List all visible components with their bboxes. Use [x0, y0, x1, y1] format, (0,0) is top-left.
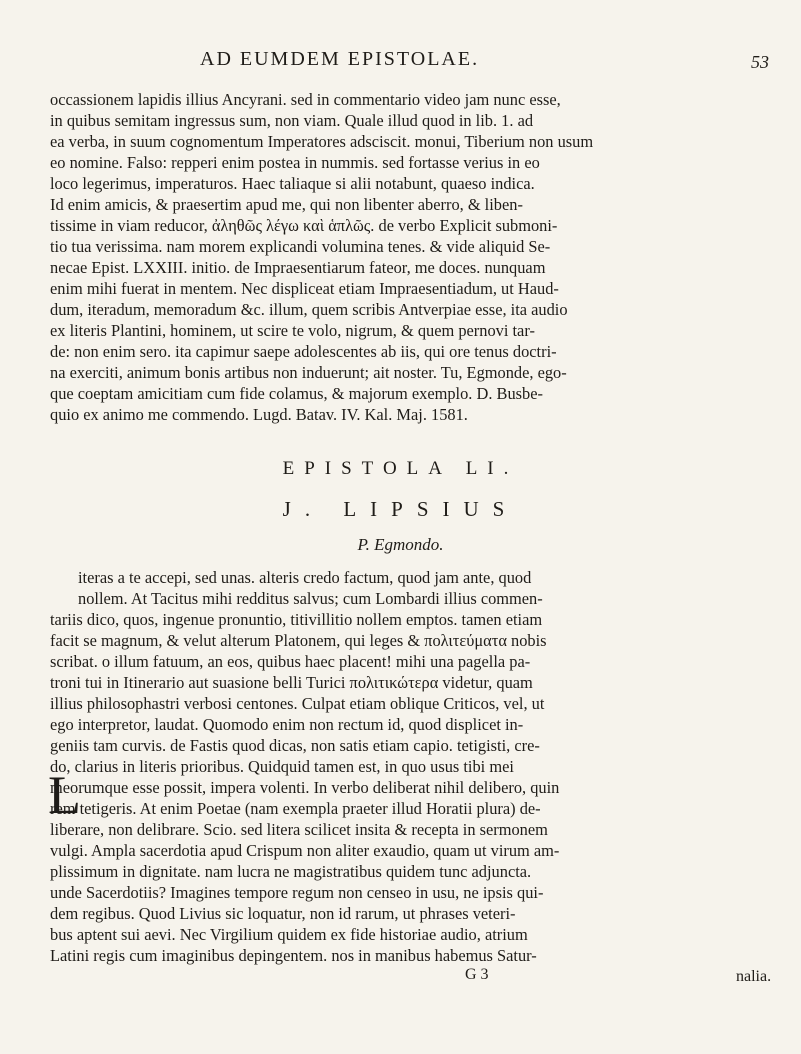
drop-initial: L: [48, 765, 81, 825]
text-line: tariis dico, quos, ingenue pronuntio, titivillitio nollem emptos. tamen etiam: [50, 610, 543, 629]
text-line: eo nomine. Falso: repperi enim postea in nummis. sed fortasse verius in eo: [50, 153, 540, 172]
text-line: tio tua verissima. nam morem explicandi volumina tenes. & vide aliquid Se-: [50, 237, 551, 256]
letter-recipient: P. Egmondo.: [357, 535, 444, 554]
text-line: tissime in viam reducor, ἀληθῶς λέγω καὶ ἁπλῶς. de verbo Explicit submoni-: [50, 216, 558, 235]
letter-author: J. LIPSIUS: [282, 497, 519, 521]
running-head: [50, 48, 777, 78]
text-line: iteras a te accepi, sed unas. alteris credo factum, quod jam ante, quod: [78, 568, 532, 587]
text-line: scribat. o illum fatuum, an eos, quibus haec placent! mihi una pagella pa-: [50, 652, 531, 671]
text-line: do, clarius in literis prioribus. Quidquid tamen est, in quo usus tibi mei: [50, 757, 514, 776]
text-line: bus aptent sui aevi. Nec Virgilium quidem ex fide historiae audio, atrium: [50, 925, 528, 944]
running-title: AD EUMDEM EPISTOLAE.: [200, 48, 480, 70]
text-line: unde Sacerdotiis? Imagines tempore regum non censeo in usu, ne ipsis qui-: [50, 883, 544, 902]
text-line: quio ex animo me commendo. Lugd. Batav. IV. Kal. Maj. 1581.: [50, 405, 468, 424]
text-line: plissimum in dignitate. nam lucra ne magistratibus quidem tunc adjuncta.: [50, 862, 532, 881]
text-line: dum, iteradum, memoradum &c. illum, quem scribis Antverpiae esse, ita audio: [50, 300, 568, 319]
text-line: ex literis Plantini, hominem, ut scire te volo, nigrum, & quem pernovi tar-: [50, 321, 535, 340]
text-line: loco legerimus, imperaturos. Haec taliaque si alii notabunt, quaeso indica.: [50, 174, 535, 193]
text-line: ego interpretor, laudat. Quomodo enim non rectum id, quod displicet in-: [50, 715, 524, 734]
text-line: de: non enim sero. ita capimur saepe adolescentes ab iis, qui ore tenus doctri-: [50, 342, 557, 361]
text-line: nollem. At Tacitus mihi redditus salvus; cum Lombardi illius commen-: [78, 589, 543, 608]
text-line: vulgi. Ampla sacerdotia apud Crispum non aliter exaudio, quam ut virum am-: [50, 841, 560, 860]
catchword: nalia.: [736, 968, 772, 985]
text-line: facit se magnum, & velut alterum Platonem, qui leges & πολιτεύματα nobis: [50, 631, 547, 650]
text-line: enim mihi fuerat in mentem. Nec displiceat etiam Impraesentiadum, ut Haud-: [50, 279, 559, 298]
letter-heading: EPISTOLA LI.: [282, 458, 519, 479]
text-line: meorumque esse possit, impera volenti. In verbo deliberat nihil delibero, quin: [50, 778, 560, 797]
text-line: necae Epist. LXXIII. initio. de Impraesentiarum fateor, me doces. nunquam: [50, 258, 546, 277]
text-line: illius philosophastri verbosi centones. Culpat etiam oblique Criticos, vel, ut: [50, 694, 545, 713]
text-line: geniis tam curvis. de Fastis quod dicas, non satis etiam capio. tetigisti, cre-: [50, 736, 540, 755]
text-line: rem tetigeris. At enim Poetae (nam exempla praeter illud Horatii plura) de-: [50, 799, 541, 818]
text-line: que coeptam amicitiam cum fide colamus, & majorum exemplo. D. Busbe-: [50, 384, 543, 403]
text-line: na exerciti, animum bonis artibus non induerunt; ait noster. Tu, Egmonde, ego-: [50, 363, 567, 382]
signature-mark: G 3: [465, 966, 489, 983]
text-line: ea verba, in suum cognomentum Imperatores adsciscit. monui, Tiberium non usum: [50, 132, 594, 151]
text-line: dem regibus. Quod Livius sic loquatur, non id rarum, ut phrases veteri-: [50, 904, 516, 923]
text-line: Latini regis cum imaginibus depingentem. nos in manibus habemus Satur-: [50, 946, 537, 965]
text-line: troni tui in Itinerario aut suasione belli Turici πολιτικώτερα videtur, quam: [50, 673, 533, 692]
page-number: 53: [751, 52, 769, 72]
text-line: in quibus semitam ingressus sum, non viam. Quale illud quod in lib. 1. ad: [50, 111, 534, 130]
text-line: Id enim amicis, & praesertim apud me, qui non libenter aberro, & liben-: [50, 195, 523, 214]
text-line: occassionem lapidis illius Ancyrani. sed in commentario video jam nunc esse,: [50, 90, 561, 109]
text-line: liberare, non delibrare. Scio. sed litera scilicet insita & recepta in sermonem: [50, 820, 548, 839]
